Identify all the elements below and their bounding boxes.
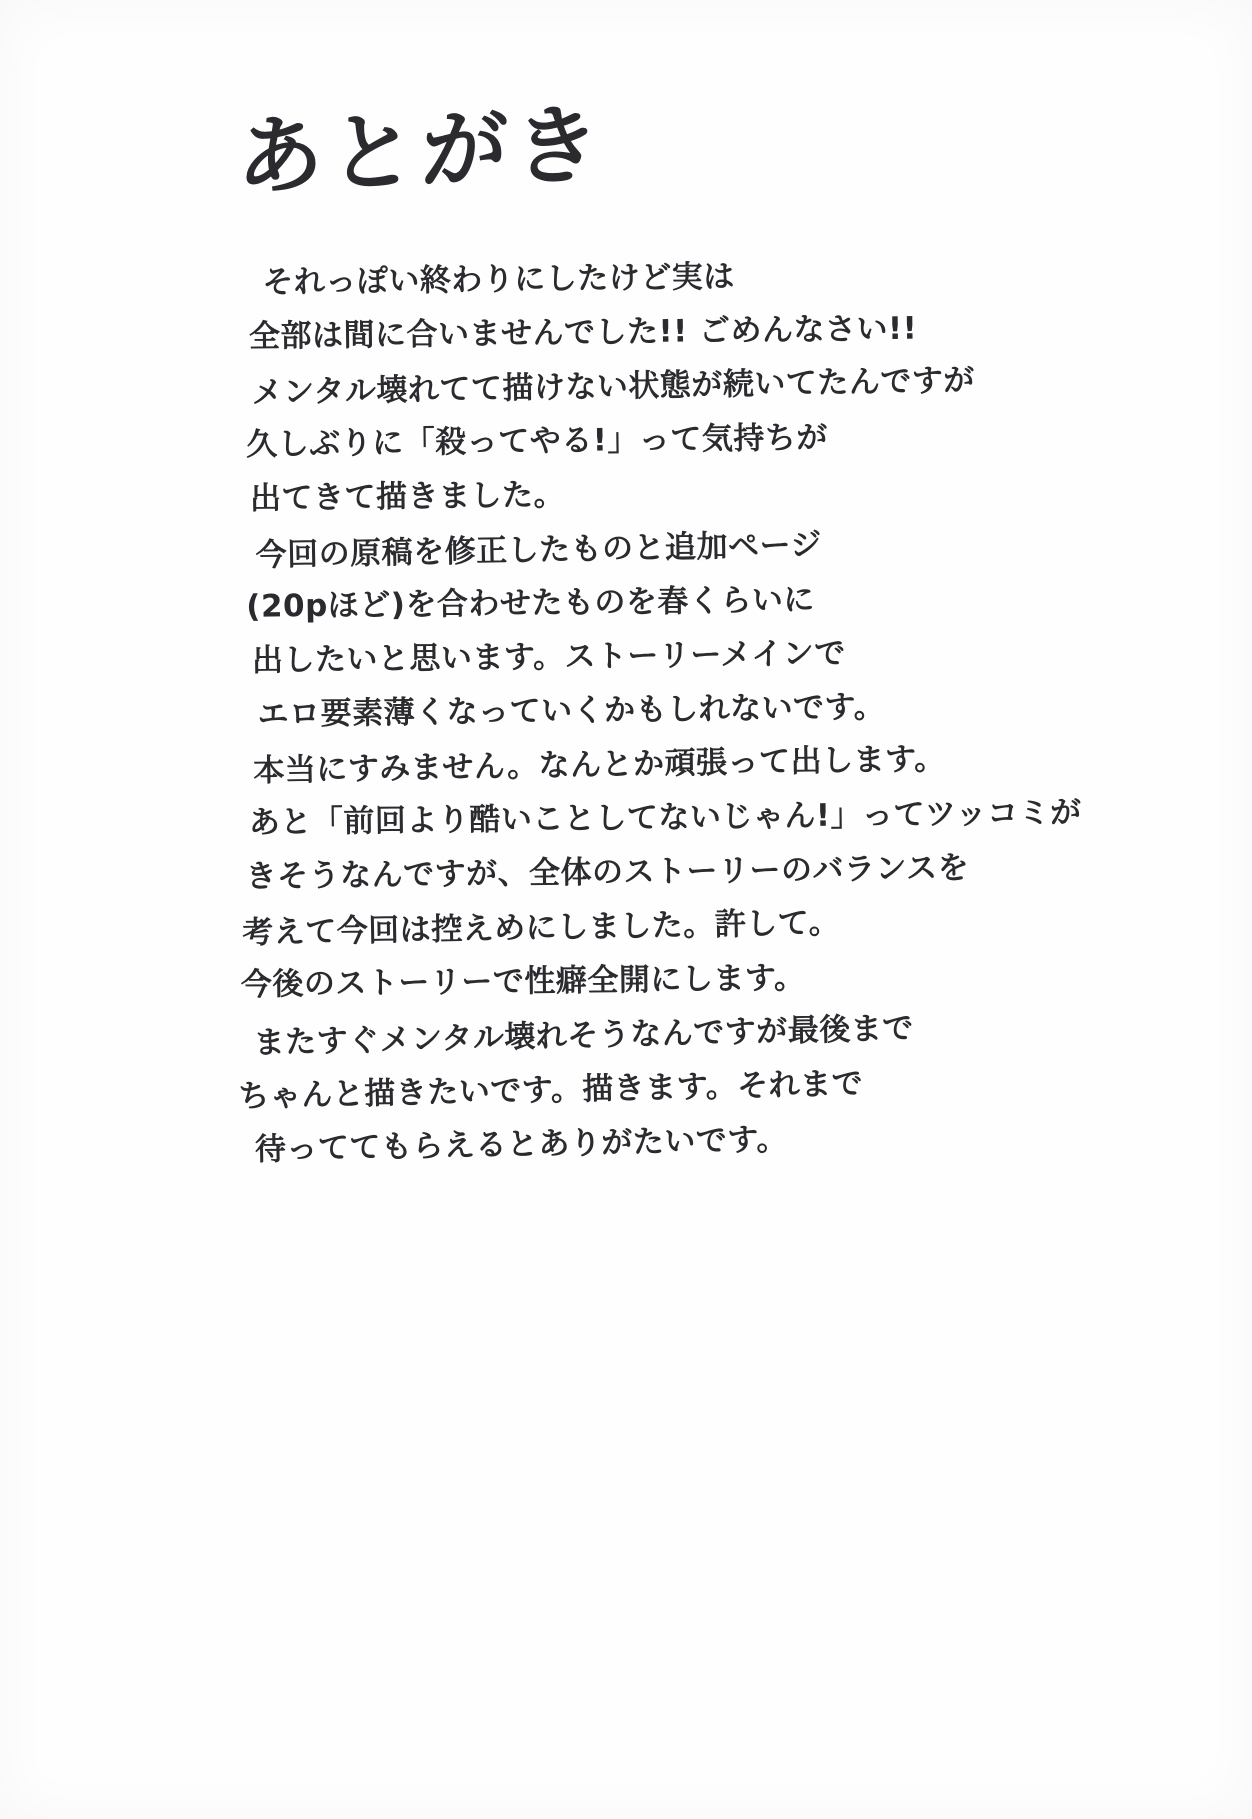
handwritten-line: 出てきて描きました。 — [249, 476, 566, 517]
handwritten-line: 本当にすみません。なんとか頑張って出します。 — [252, 740, 946, 789]
handwritten-line: 出したいと思います。ストーリーメインで — [251, 635, 846, 679]
handwritten-line: 待っててもらえるとありがたいです。 — [254, 1121, 789, 1168]
handwritten-line: (20pほど)を合わせたものを春くらいに — [246, 581, 816, 625]
handwritten-line: 久しぶりに「殺ってやる!」って気持ちが — [246, 419, 829, 463]
handwritten-line: メンタル壊れてて描けない状態が続いてたんですが — [251, 362, 976, 411]
handwritten-line: ちゃんと描きたいです。描きます。それまで — [237, 1065, 864, 1115]
handwritten-line: 考えて今回は控えめにしました。許して。 — [241, 904, 841, 952]
handwritten-line: 今後のストーリーで性癖全開にします。 — [240, 960, 806, 1003]
handwritten-line: それっぽい終わりにしたけど実は — [262, 258, 736, 301]
handwritten-line: エロ要素薄くなっていくかもしれないです。 — [257, 689, 886, 733]
handwritten-line: 全部は間に合いませんでした!! ごめんなさい!! — [248, 310, 918, 355]
handwritten-line: またすぐメンタル壊れそうなんですが最後まで — [253, 1010, 915, 1062]
handwritten-line: きそうなんですが、全体のストーリーのバランスを — [245, 850, 970, 895]
afterword-text — [232, 245, 1103, 1173]
page-title: あとがき — [235, 95, 608, 209]
handwritten-line: あと「前回より酷いことしてないじゃん!」ってツッコミが — [248, 794, 1082, 841]
handwritten-line: 今回の原稿を修正したものと追加ページ — [255, 526, 823, 574]
